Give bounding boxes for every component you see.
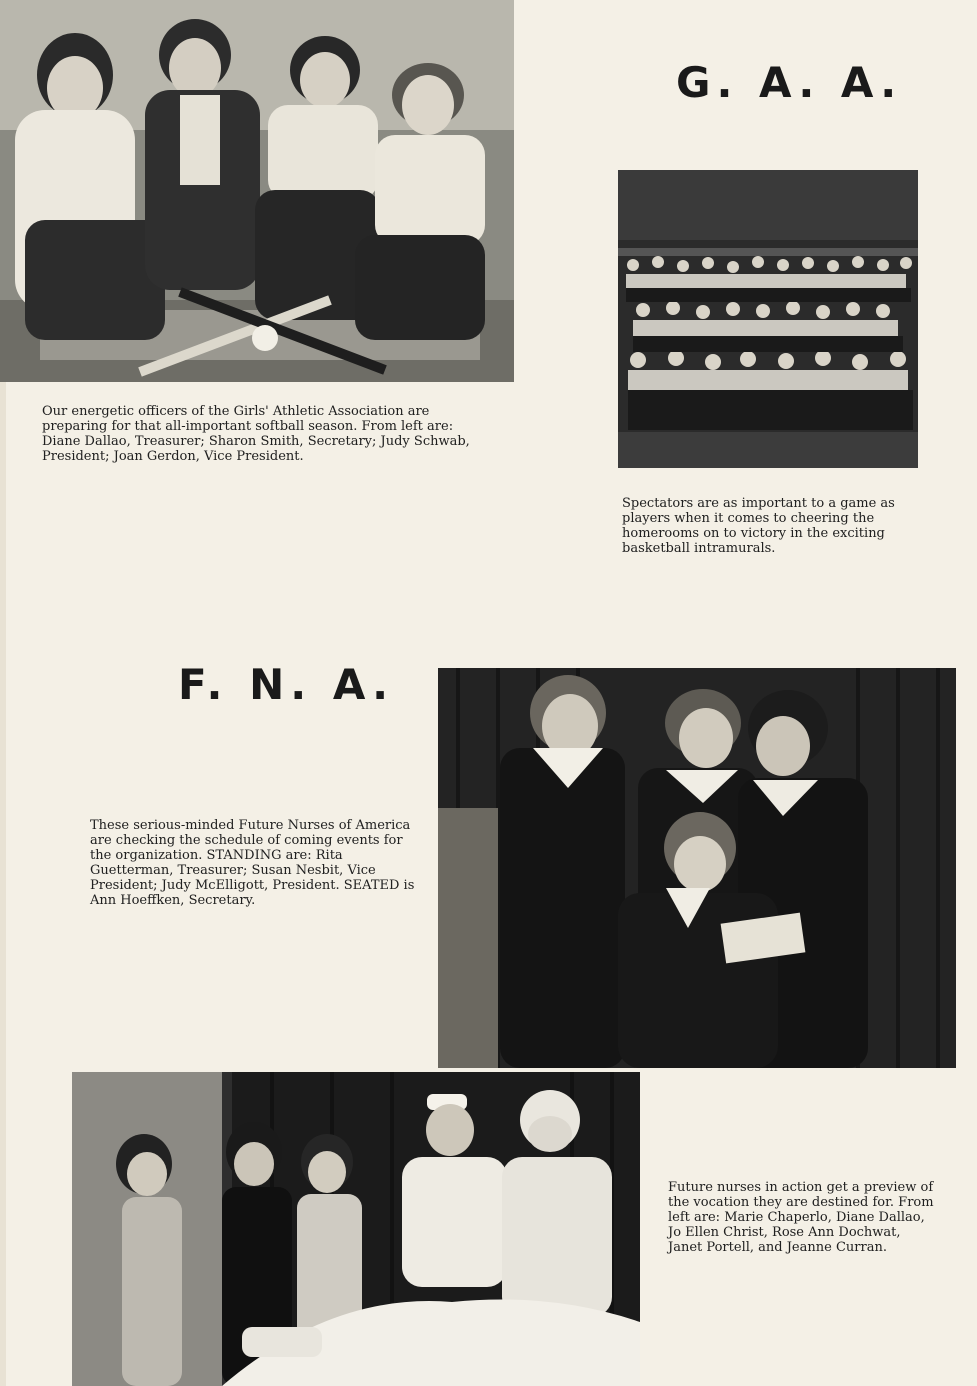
fna-action-photo xyxy=(72,1072,640,1386)
fna-officers-photo xyxy=(438,668,956,1068)
fna-officers-caption: These serious-minded Future Nurses of America are checking the schedule of coming events for the organization. STANDING are: Rita Guetterman, Treasurer; Susan Nesbit, Vice President; Judy McElligott, President. SEATED is Ann Hoeffken, Secretary. xyxy=(90,818,415,908)
fna-action-caption: Future nurses in action get a preview of the vocation they are destined for. From left are: Marie Chaperlo, Diane Dallao, Jo Ellen Christ, Rose Ann Dochwat, Janet Portell, and Jeanne Curran. xyxy=(668,1180,934,1255)
gaa-spectators-photo xyxy=(618,170,918,468)
gaa-officers-caption: Our energetic officers of the Girls' Athletic Association are preparing for that all-important softball season. From left are: Diane Dallao, Treasurer; Sharon Smith, Secretary; Judy Schwab, President; Joan Gerdon, Vice President. xyxy=(42,404,470,464)
gaa-heading: G. A. A. xyxy=(676,58,903,107)
gaa-spectators-caption: Spectators are as important to a game as players when it comes to cheering the homerooms on to victory in the exciting basketball intramurals. xyxy=(622,496,895,556)
gaa-officers-photo xyxy=(0,0,514,382)
fna-heading: F. N. A. xyxy=(178,660,395,709)
